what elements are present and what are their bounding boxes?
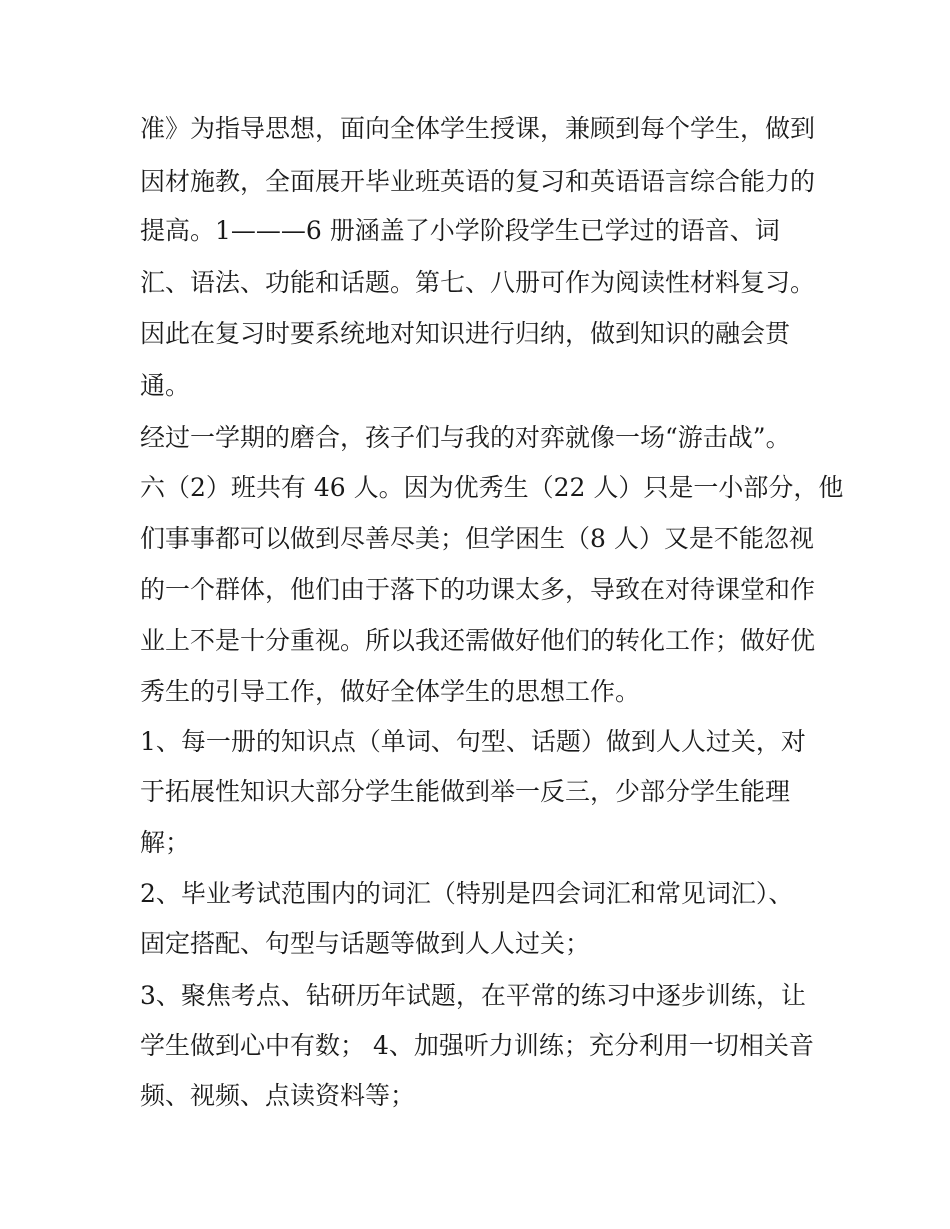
- text-line: 们事事都可以做到尽善尽美；但学困生（8 人）又是不能忽视: [140, 524, 814, 553]
- text-line: 于拓展性知识大部分学生能做到举一反三，少部分学生能理: [140, 777, 791, 806]
- text-line: 准》为指导思想，面向全体学生授课，兼顾到每个学生，做到: [140, 114, 816, 143]
- text-line: 固定搭配、句型与话题等做到人人过关；: [140, 929, 591, 958]
- text-line: 3、聚焦考点、钻研历年试题，在平常的练习中逐步训练，让: [140, 981, 806, 1010]
- text-line: 学生做到心中有数； 4、加强听力训练；充分利用一切相关音: [140, 1031, 814, 1060]
- text-line: 1、每一册的知识点（单词、句型、话题）做到人人过关，对: [140, 727, 806, 756]
- text-line: 因此在复习时要系统地对知识进行归纳，做到知识的融会贯: [140, 319, 791, 348]
- text-line: 业上不是十分重视。所以我还需做好他们的转化工作；做好优: [140, 626, 816, 655]
- text-line: 汇、语法、功能和话题。第七、八册可作为阅读性材料复习。: [140, 268, 816, 297]
- text-line: 秀生的引导工作，做好全体学生的思想工作。: [140, 677, 641, 706]
- text-line: 的一个群体，他们由于落下的功课太多，导致在对待课堂和作: [140, 575, 816, 604]
- text-line: 通。: [140, 371, 191, 400]
- text-line: 2、毕业考试范围内的词汇（特别是四会词汇和常见词汇）、: [140, 879, 794, 908]
- text-line: 频、视频、点读资料等；: [140, 1081, 416, 1110]
- text-line: 因材施教，全面展开毕业班英语的复习和英语语言综合能力的: [140, 167, 816, 196]
- text-line: 经过一学期的磨合，孩子们与我的对弈就像一场“游击战”。: [140, 423, 791, 452]
- text-line: 解；: [140, 828, 191, 857]
- text-line: 六（2）班共有 46 人。因为优秀生（22 人）只是一小部分，他: [140, 473, 844, 502]
- text-line: 提高。1———6 册涵盖了小学阶段学生已学过的语音、词: [140, 216, 780, 245]
